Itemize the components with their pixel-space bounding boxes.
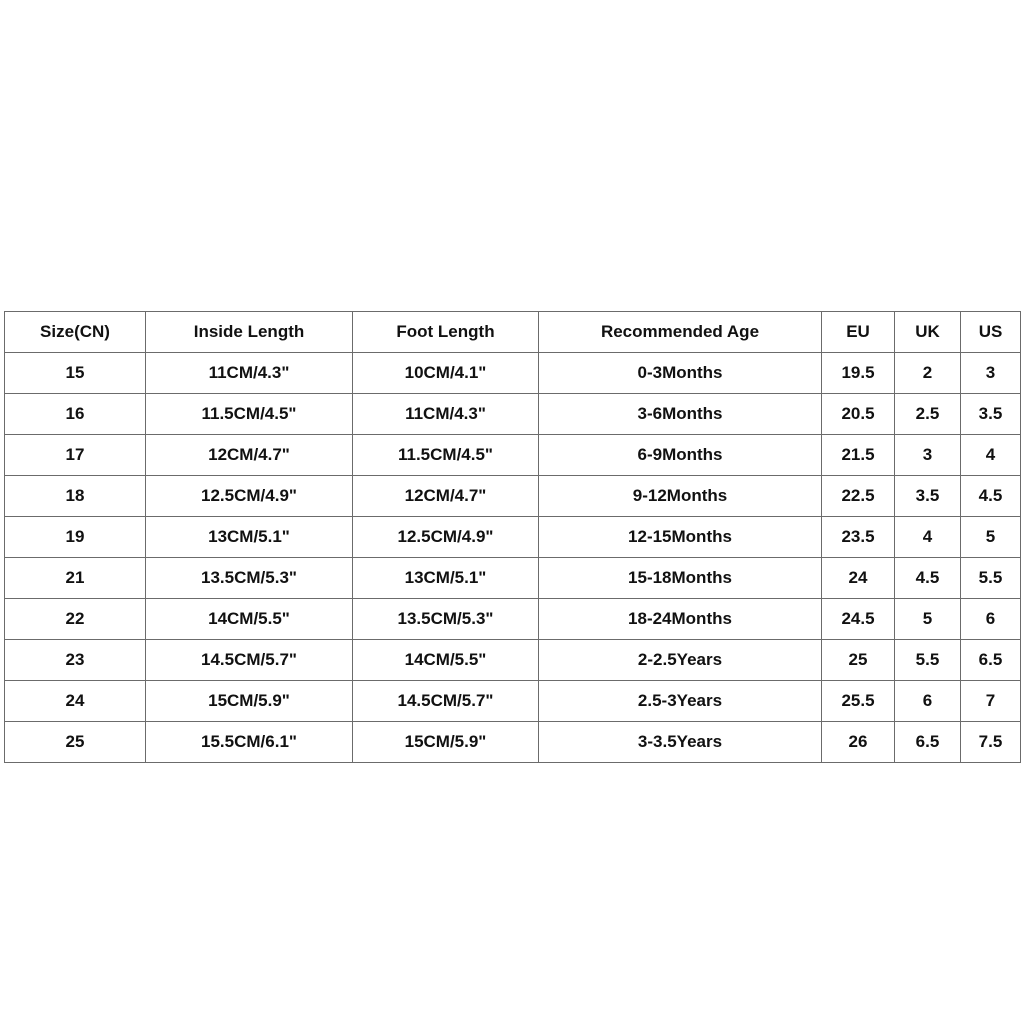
cell-inside-length: 15.5CM/6.1" [146, 722, 353, 763]
cell-us: 7.5 [961, 722, 1021, 763]
cell-foot-length: 13.5CM/5.3" [353, 599, 539, 640]
cell-recommended-age: 0-3Months [539, 353, 822, 394]
cell-foot-length: 15CM/5.9" [353, 722, 539, 763]
header-uk: UK [895, 312, 961, 353]
table-row [5, 394, 1021, 435]
cell-recommended-age: 3-6Months [539, 394, 822, 435]
cell-size-cn: 16 [5, 394, 146, 435]
cell-foot-length: 14CM/5.5" [353, 640, 539, 681]
cell-foot-length: 12CM/4.7" [353, 476, 539, 517]
cell-us: 4.5 [961, 476, 1021, 517]
cell-recommended-age: 3-3.5Years [539, 722, 822, 763]
cell-us: 6 [961, 599, 1021, 640]
cell-foot-length: 14.5CM/5.7" [353, 681, 539, 722]
cell-size-cn: 25 [5, 722, 146, 763]
cell-size-cn: 17 [5, 435, 146, 476]
cell-us: 5.5 [961, 558, 1021, 599]
cell-eu: 22.5 [822, 476, 895, 517]
cell-foot-length: 10CM/4.1" [353, 353, 539, 394]
cell-size-cn: 15 [5, 353, 146, 394]
table-row [5, 435, 1021, 476]
header-foot-length: Foot Length [353, 312, 539, 353]
size-chart-body [5, 353, 1021, 763]
cell-inside-length: 15CM/5.9" [146, 681, 353, 722]
table-row [5, 681, 1021, 722]
cell-size-cn: 24 [5, 681, 146, 722]
cell-uk: 3 [895, 435, 961, 476]
cell-recommended-age: 9-12Months [539, 476, 822, 517]
cell-recommended-age: 18-24Months [539, 599, 822, 640]
cell-foot-length: 11.5CM/4.5" [353, 435, 539, 476]
cell-eu: 26 [822, 722, 895, 763]
cell-uk: 4.5 [895, 558, 961, 599]
cell-recommended-age: 15-18Months [539, 558, 822, 599]
cell-size-cn: 23 [5, 640, 146, 681]
table-row [5, 722, 1021, 763]
cell-uk: 6 [895, 681, 961, 722]
cell-eu: 21.5 [822, 435, 895, 476]
header-eu: EU [822, 312, 895, 353]
cell-us: 3 [961, 353, 1021, 394]
cell-inside-length: 14.5CM/5.7" [146, 640, 353, 681]
cell-foot-length: 11CM/4.3" [353, 394, 539, 435]
cell-recommended-age: 12-15Months [539, 517, 822, 558]
cell-inside-length: 12.5CM/4.9" [146, 476, 353, 517]
cell-eu: 24.5 [822, 599, 895, 640]
table-row [5, 353, 1021, 394]
header-us: US [961, 312, 1021, 353]
header-row [5, 312, 1021, 353]
cell-foot-length: 13CM/5.1" [353, 558, 539, 599]
cell-eu: 24 [822, 558, 895, 599]
cell-uk: 2 [895, 353, 961, 394]
cell-inside-length: 11CM/4.3" [146, 353, 353, 394]
cell-uk: 2.5 [895, 394, 961, 435]
header-recommended-age: Recommended Age [539, 312, 822, 353]
table-row [5, 558, 1021, 599]
cell-size-cn: 19 [5, 517, 146, 558]
cell-eu: 19.5 [822, 353, 895, 394]
cell-us: 3.5 [961, 394, 1021, 435]
cell-us: 4 [961, 435, 1021, 476]
cell-foot-length: 12.5CM/4.9" [353, 517, 539, 558]
table-row [5, 640, 1021, 681]
cell-us: 7 [961, 681, 1021, 722]
cell-eu: 23.5 [822, 517, 895, 558]
size-chart-header [5, 312, 1021, 353]
cell-inside-length: 13.5CM/5.3" [146, 558, 353, 599]
header-inside-length: Inside Length [146, 312, 353, 353]
header-size-cn: Size(CN) [5, 312, 146, 353]
table-row [5, 476, 1021, 517]
cell-size-cn: 22 [5, 599, 146, 640]
cell-us: 5 [961, 517, 1021, 558]
cell-eu: 25.5 [822, 681, 895, 722]
cell-inside-length: 13CM/5.1" [146, 517, 353, 558]
cell-inside-length: 12CM/4.7" [146, 435, 353, 476]
cell-size-cn: 18 [5, 476, 146, 517]
cell-eu: 20.5 [822, 394, 895, 435]
cell-us: 6.5 [961, 640, 1021, 681]
cell-uk: 3.5 [895, 476, 961, 517]
cell-inside-length: 11.5CM/4.5" [146, 394, 353, 435]
cell-uk: 5.5 [895, 640, 961, 681]
cell-uk: 4 [895, 517, 961, 558]
cell-size-cn: 21 [5, 558, 146, 599]
cell-recommended-age: 2.5-3Years [539, 681, 822, 722]
cell-recommended-age: 2-2.5Years [539, 640, 822, 681]
cell-uk: 6.5 [895, 722, 961, 763]
cell-inside-length: 14CM/5.5" [146, 599, 353, 640]
cell-eu: 25 [822, 640, 895, 681]
cell-recommended-age: 6-9Months [539, 435, 822, 476]
table-row [5, 517, 1021, 558]
table-row [5, 599, 1021, 640]
size-chart-table [4, 311, 1021, 763]
cell-uk: 5 [895, 599, 961, 640]
